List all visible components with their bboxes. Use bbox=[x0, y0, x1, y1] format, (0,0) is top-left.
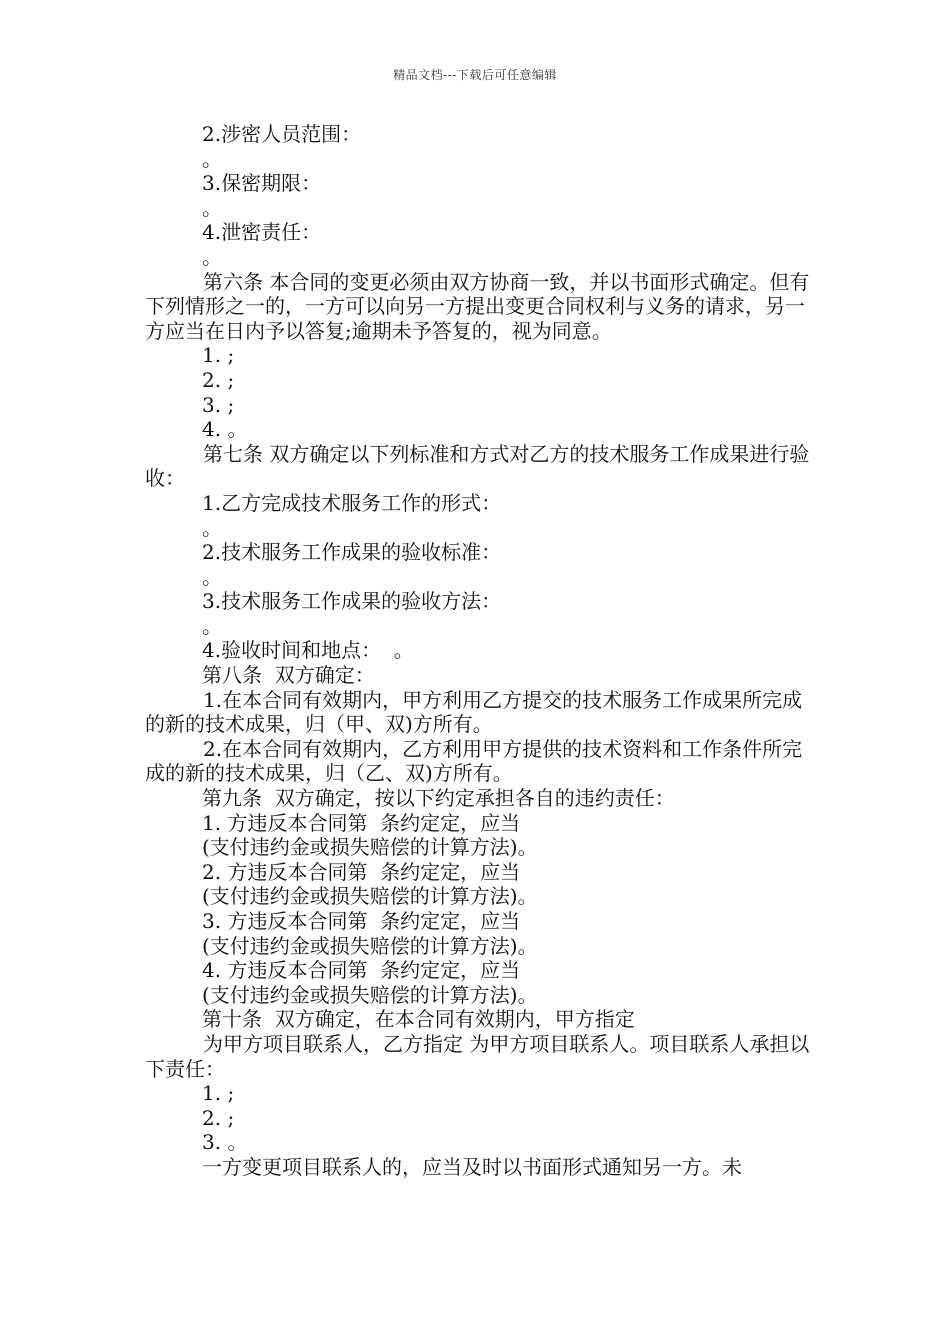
text-line: 1.乙方完成技术服务工作的形式： bbox=[202, 490, 502, 515]
text-line: 第八条 双方确定： bbox=[202, 663, 375, 688]
text-line: 第十条 双方确定，在本合同有效期内，甲方指定 bbox=[202, 1007, 635, 1032]
text-line: 3. ; bbox=[202, 392, 235, 417]
text-line: 第七条 双方确定以下列标准和方式对乙方的技术服务工作成果进行验收： bbox=[145, 441, 810, 491]
text-line: 第九条 双方确定，按以下约定承担各自的违约责任： bbox=[202, 786, 675, 811]
text-line: 2.在本合同有效期内，乙方利用甲方提供的技术资料和工作条件所完成的新的技术成果，归（乙、双)方所有。 bbox=[145, 736, 803, 786]
text-line: 2. 方违反本合同第 条约定定，应当 bbox=[202, 859, 521, 884]
text-line: (支付违约金或损失赔偿的计算方法)。 bbox=[202, 884, 538, 909]
text-line: 4.泄密责任： bbox=[202, 220, 322, 245]
text-line: 3. 。 bbox=[202, 1130, 248, 1155]
text-line: 1. ; bbox=[202, 343, 235, 368]
text-line: 。 bbox=[202, 564, 222, 589]
text-line: 2.技术服务工作成果的验收标准： bbox=[202, 540, 502, 565]
text-line: 4.验收时间和地点： 。 bbox=[202, 638, 414, 663]
text-line: 2. ; bbox=[202, 1105, 235, 1130]
text-line: 。 bbox=[202, 146, 222, 171]
text-line: 1.在本合同有效期内，甲方利用乙方提交的技术服务工作成果所完成的新的技术成果，归（甲、双)方所有。 bbox=[145, 687, 803, 737]
text-line: 1. ; bbox=[202, 1081, 235, 1106]
text-line: 3. 方违反本合同第 条约定定，应当 bbox=[202, 909, 521, 933]
text-line: 2. ; bbox=[202, 367, 235, 392]
text-line: 3.技术服务工作成果的验收方法： bbox=[202, 589, 502, 614]
text-line: 1. 方违反本合同第 条约定定，应当 bbox=[202, 810, 521, 835]
text-line: 。 bbox=[202, 244, 222, 269]
text-line: 3.保密期限： bbox=[202, 171, 322, 196]
text-line: 为甲方项目联系人，乙方指定 为甲方项目联系人。项目联系人承担以下责任： bbox=[145, 1031, 810, 1081]
text-line: 。 bbox=[202, 613, 222, 638]
document-body bbox=[145, 122, 811, 1180]
text-line: 。 bbox=[202, 195, 222, 220]
text-line: 2.涉密人员范围： bbox=[202, 122, 362, 146]
text-line: (支付违约金或损失赔偿的计算方法)。 bbox=[202, 982, 538, 1007]
text-line: 第六条 本合同的变更必须由双方协商一致，并以书面形式确定。但有下列情形之一的，一方可以向另一方提出变更合同权利与义务的请求，另一方应当在日内予以答复;逾期未予答复的，视为同意。 bbox=[145, 269, 810, 343]
page-header: 精品文档---下载后可任意编辑 bbox=[393, 68, 557, 82]
text-line: 4. 方违反本合同第 条约定定，应当 bbox=[202, 958, 521, 983]
text-line: (支付违约金或损失赔偿的计算方法)。 bbox=[202, 835, 538, 860]
text-line: 。 bbox=[202, 515, 222, 540]
text-line: 4. 。 bbox=[202, 417, 248, 442]
text-line: 一方变更项目联系人的，应当及时以书面形式通知另一方。未 bbox=[202, 1154, 742, 1179]
text-line: (支付违约金或损失赔偿的计算方法)。 bbox=[202, 933, 538, 958]
